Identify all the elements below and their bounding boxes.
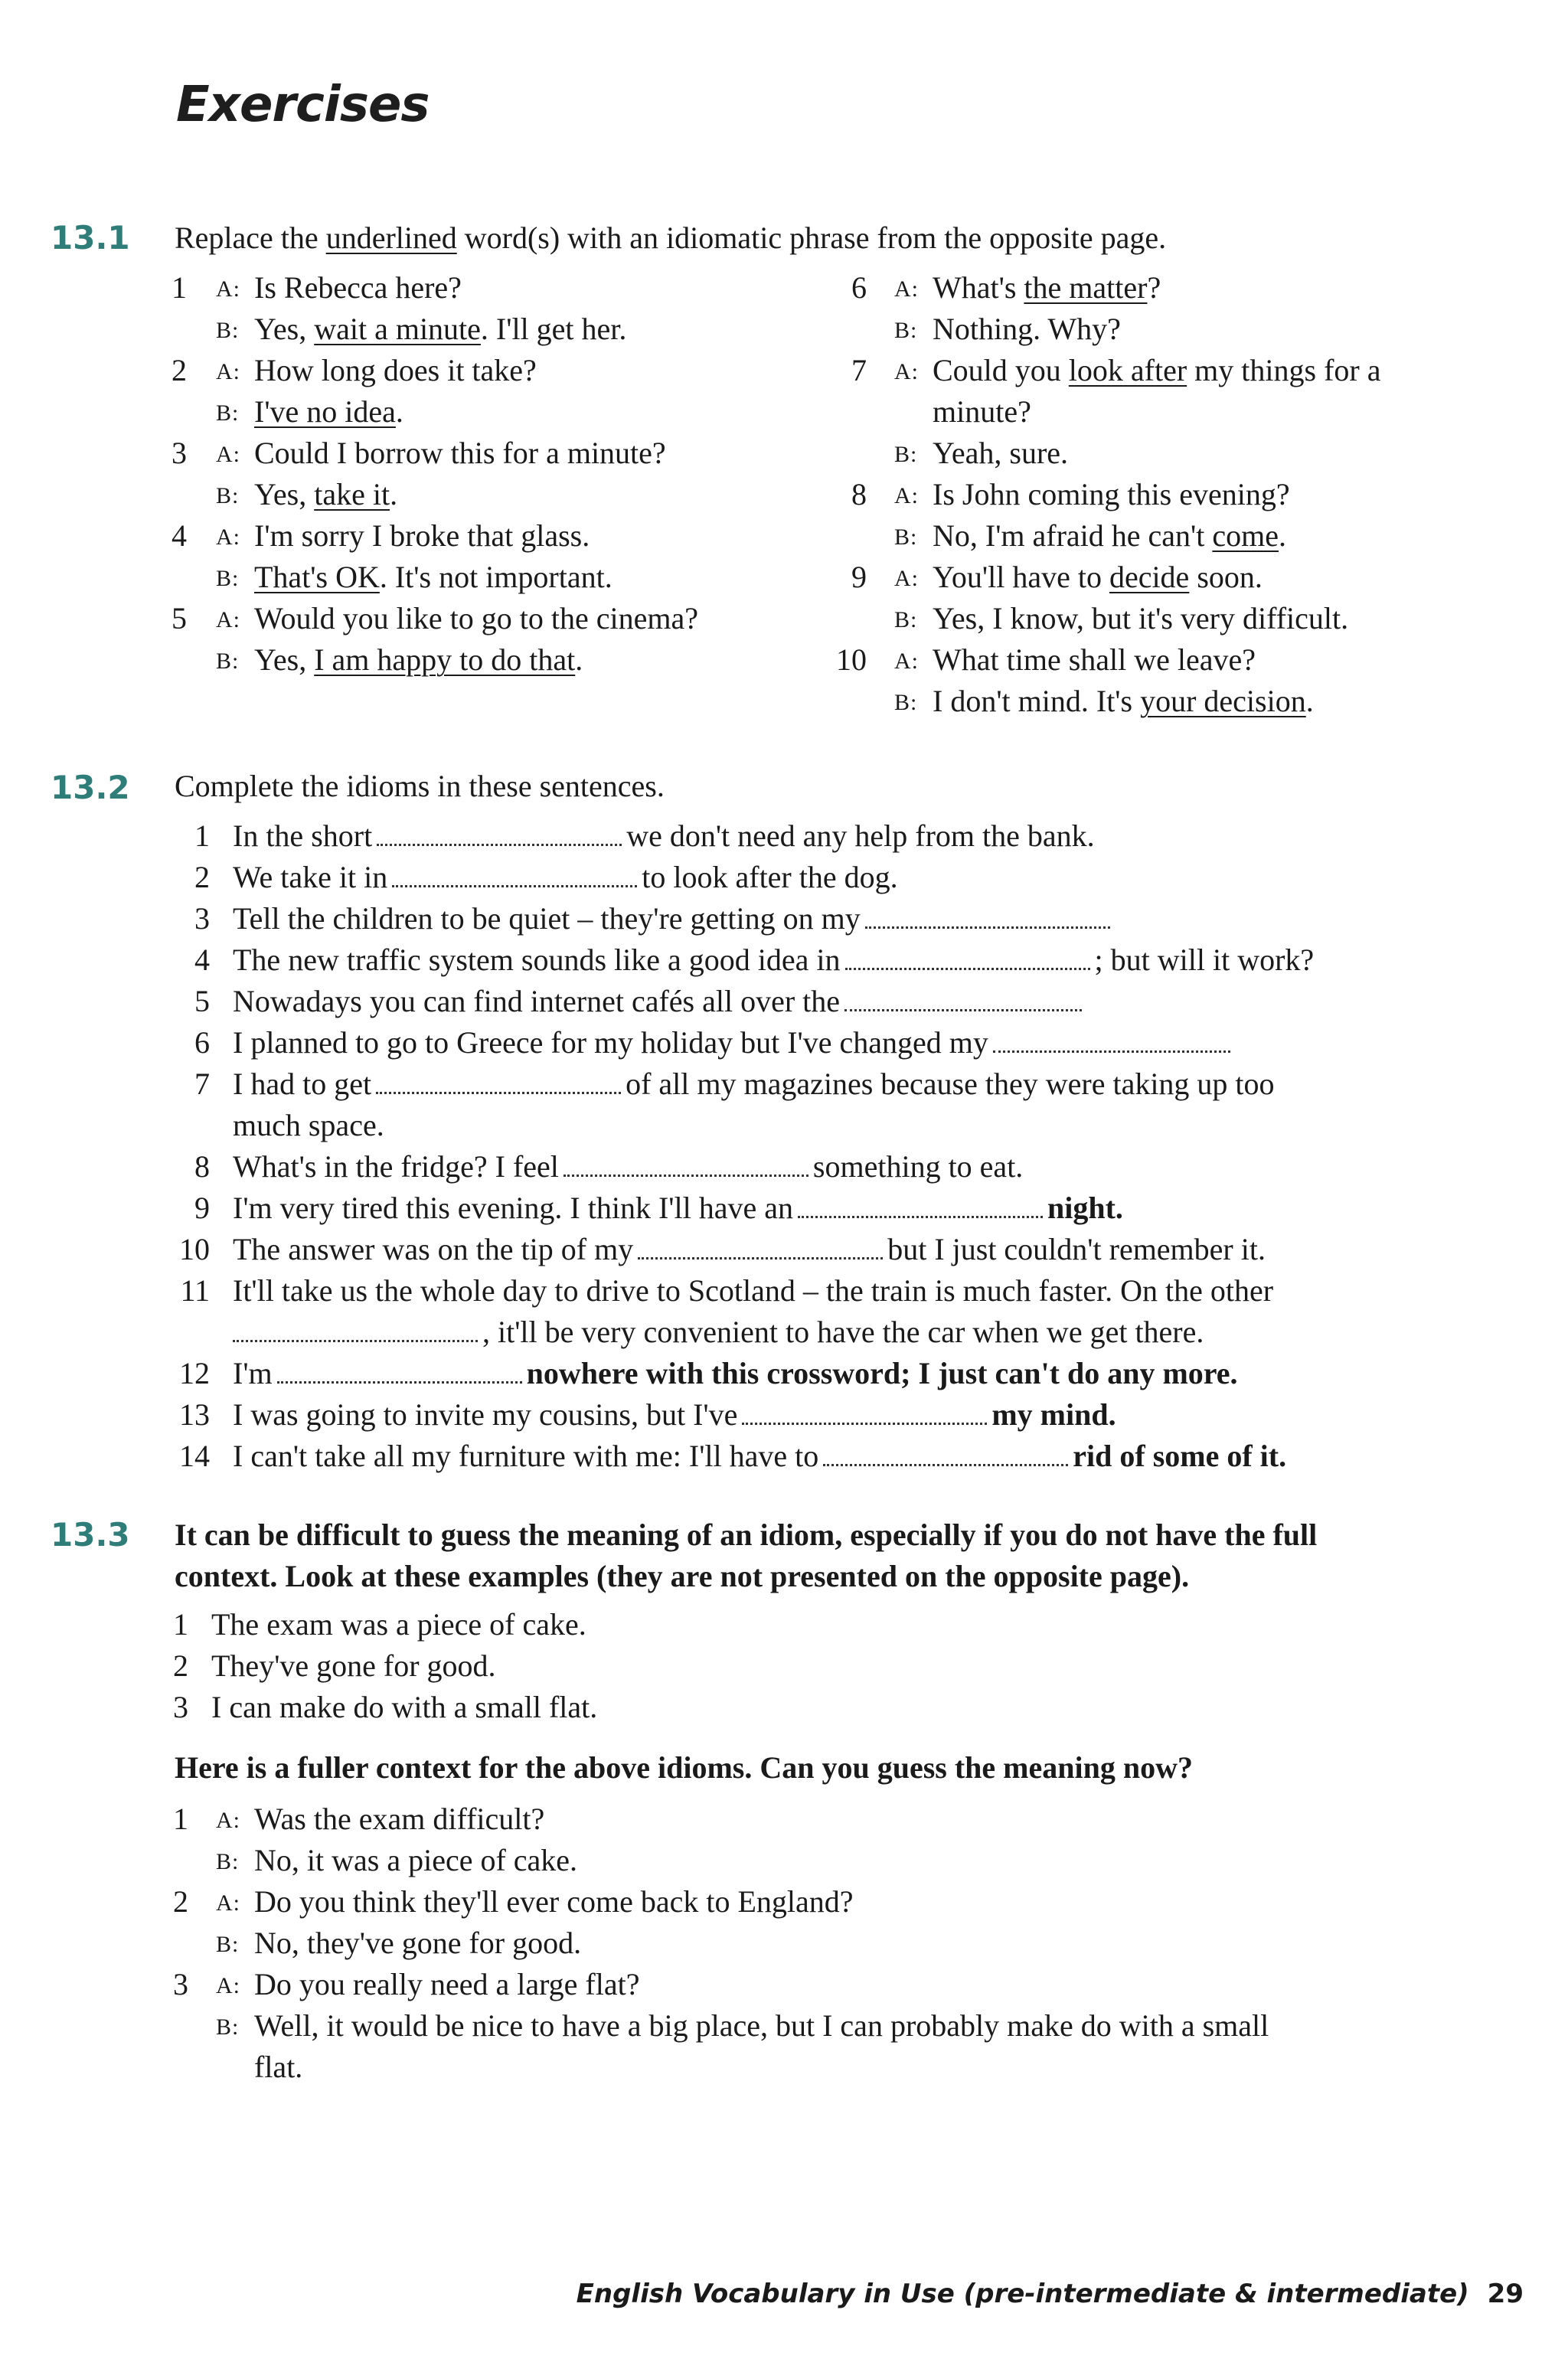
- item-number: 7: [851, 353, 867, 387]
- speaker-label: B:: [216, 318, 240, 343]
- book-title: English Vocabulary in Use (pre-intermediate & intermediate): [576, 2279, 1469, 2309]
- item-number: 6: [851, 270, 867, 305]
- sentence: The new traffic system sounds like a good idea in ; but will it work?: [233, 943, 1315, 977]
- item-number: 12: [179, 1356, 210, 1390]
- speaker-label: A:: [894, 483, 919, 508]
- speaker-label: A:: [894, 566, 919, 591]
- item-number: 11: [180, 1273, 210, 1308]
- item-number: 9: [194, 1191, 210, 1225]
- sentence-continuation: , it'll be very convenient to have the car when we get there.: [233, 1314, 1204, 1350]
- speaker-label: A:: [894, 649, 919, 674]
- dialog-line: That's OK. It's not important.: [254, 560, 612, 594]
- blank-field[interactable]: [377, 822, 622, 846]
- item-number: 10: [836, 642, 867, 677]
- speaker-label: B:: [216, 400, 240, 426]
- example-sentence: They've gone for good.: [211, 1648, 496, 1683]
- blank-field[interactable]: [823, 1442, 1068, 1466]
- dialog-line: What time shall we leave?: [933, 642, 1256, 677]
- speaker-label: B:: [894, 690, 918, 715]
- instruction: Here is a fuller context for the above idioms. Can you guess the meaning now?: [175, 1750, 1193, 1785]
- item-number: 2: [173, 1648, 188, 1683]
- dialog-line: Yes, I know, but it's very difficult.: [933, 601, 1349, 635]
- item-number: 2: [172, 353, 187, 387]
- item-number: 3: [173, 1690, 188, 1724]
- speaker-label: B:: [894, 607, 918, 632]
- dialog-line: Was the exam difficult?: [254, 1802, 545, 1836]
- dialog-line: What's the matter?: [933, 270, 1161, 305]
- speaker-label: A:: [216, 607, 240, 632]
- speaker-label: B:: [216, 566, 240, 591]
- speaker-label: B:: [216, 483, 240, 508]
- dialog-line: minute?: [933, 394, 1031, 429]
- dialog-line: flat.: [254, 2050, 303, 2084]
- page-footer: [577, 2279, 1524, 2309]
- dialog-line: No, they've gone for good.: [254, 1926, 582, 1960]
- speaker-label: A:: [216, 1973, 240, 1998]
- item-number: 1: [173, 1802, 188, 1836]
- speaker-label: B:: [894, 318, 918, 343]
- blank-field[interactable]: [993, 1029, 1230, 1053]
- item-number: 8: [851, 477, 867, 511]
- dialog-line: Yes, take it.: [254, 477, 398, 511]
- speaker-label: A:: [894, 359, 919, 384]
- speaker-label: B:: [216, 649, 240, 674]
- sentence: We take it in to look after the dog.: [233, 860, 898, 894]
- dialog-line: Well, it would be nice to have a big place, but I can probably make do with a small: [254, 2008, 1269, 2043]
- sentence: I can't take all my furniture with me: I'll have to rid of some of it.: [233, 1439, 1287, 1473]
- speaker-label: A:: [216, 359, 240, 384]
- section-number: 13.1: [51, 219, 130, 256]
- blank-field[interactable]: [233, 1318, 478, 1342]
- blank-field[interactable]: [865, 905, 1110, 929]
- sentence: I was going to invite my cousins, but I've my mind.: [233, 1397, 1116, 1432]
- sentence: The answer was on the tip of my but I just couldn't remember it.: [233, 1232, 1266, 1266]
- dialog-line: Could I borrow this for a minute?: [254, 436, 666, 470]
- speaker-label: A:: [216, 442, 240, 467]
- item-number: 8: [194, 1149, 210, 1184]
- page-number: 29: [1487, 2279, 1524, 2309]
- dialog-line: Yes, wait a minute. I'll get her.: [254, 312, 627, 346]
- section-number: 13.3: [51, 1516, 130, 1554]
- speaker-label: A:: [894, 276, 919, 302]
- item-number: 4: [172, 518, 187, 553]
- item-number: 9: [851, 560, 867, 594]
- dialog-line: Do you really need a large flat?: [254, 1967, 640, 2001]
- instruction: Replace the underlined word(s) with an idiomatic phrase from the opposite page.: [175, 221, 1167, 255]
- blank-field[interactable]: [392, 864, 637, 887]
- item-number: 10: [179, 1232, 210, 1266]
- item-number: 1: [173, 1607, 188, 1642]
- example-sentence: I can make do with a small flat.: [211, 1690, 598, 1724]
- instruction: context. Look at these examples (they are not presented on the opposite page).: [175, 1559, 1190, 1593]
- item-number: 3: [194, 901, 210, 936]
- sentence-continuation: much space.: [233, 1108, 384, 1142]
- sentence: I'm very tired this evening. I think I'll have an night.: [233, 1191, 1123, 1225]
- item-number: 3: [172, 436, 187, 470]
- item-number: 3: [173, 1967, 188, 2001]
- blank-field[interactable]: [742, 1401, 987, 1425]
- speaker-label: B:: [894, 524, 918, 550]
- blank-field[interactable]: [376, 1070, 621, 1094]
- dialog-line: How long does it take?: [254, 353, 537, 387]
- item-number: 14: [179, 1439, 210, 1473]
- sentence: I had to get of all my magazines because they were taking up too: [233, 1067, 1275, 1101]
- dialog-line: Is John coming this evening?: [933, 477, 1290, 511]
- page-title: Exercises: [176, 77, 430, 133]
- dialog-line: Yes, I am happy to do that.: [254, 642, 583, 677]
- blank-field[interactable]: [844, 988, 1082, 1011]
- speaker-label: A:: [216, 1890, 240, 1916]
- item-number: 2: [173, 1884, 188, 1919]
- item-number: 5: [172, 601, 187, 635]
- blank-field[interactable]: [798, 1194, 1043, 1218]
- dialog-line: Could you look after my things for a: [933, 353, 1381, 387]
- dialog-line: Nothing. Why?: [933, 312, 1121, 346]
- blank-field[interactable]: [845, 946, 1090, 970]
- sentence: I'm nowhere with this crossword; I just can't do any more.: [233, 1356, 1238, 1390]
- item-number: 5: [194, 984, 210, 1018]
- sentence: I planned to go to Greece for my holiday but I've changed my: [233, 1024, 1235, 1060]
- item-number: 6: [194, 1025, 210, 1060]
- sentence: Nowadays you can find internet cafés all over the: [233, 983, 1086, 1019]
- blank-field[interactable]: [638, 1236, 883, 1260]
- sentence: What's in the fridge? I feel something to eat.: [233, 1149, 1024, 1184]
- dialog-line: Would you like to go to the cinema?: [254, 601, 698, 635]
- dialog-line: I don't mind. It's your decision.: [933, 684, 1314, 718]
- item-number: 1: [194, 818, 210, 853]
- dialog-line: I've no idea.: [254, 394, 403, 429]
- speaker-label: B:: [894, 442, 918, 467]
- speaker-label: A:: [216, 276, 240, 302]
- sentence: Tell the children to be quiet – they're getting on my: [233, 900, 1115, 936]
- dialog-line: No, I'm afraid he can't come.: [933, 518, 1286, 553]
- speaker-label: A:: [216, 1808, 240, 1833]
- dialog-line: Do you think they'll ever come back to England?: [254, 1884, 854, 1919]
- dialog-line: Yeah, sure.: [933, 436, 1069, 470]
- item-number: 2: [194, 860, 210, 894]
- dialog-line: No, it was a piece of cake.: [254, 1843, 578, 1877]
- dialog-line: You'll have to decide soon.: [933, 560, 1263, 594]
- sentence: It'll take us the whole day to drive to Scotland – the train is much faster. On the other: [233, 1273, 1274, 1308]
- item-number: 13: [179, 1397, 210, 1432]
- speaker-label: B:: [216, 2014, 240, 2040]
- speaker-label: B:: [216, 1849, 240, 1874]
- sentence: In the short we don't need any help from the bank.: [233, 818, 1095, 853]
- dialog-line: Is Rebecca here?: [254, 270, 462, 305]
- speaker-label: A:: [216, 524, 240, 550]
- instruction: It can be difficult to guess the meaning of an idiom, especially if you do not have the full: [175, 1518, 1318, 1552]
- speaker-label: B:: [216, 1932, 240, 1957]
- blank-field[interactable]: [564, 1153, 808, 1177]
- item-number: 4: [194, 943, 210, 977]
- example-sentence: The exam was a piece of cake.: [211, 1607, 586, 1642]
- dialog-line: I'm sorry I broke that glass.: [254, 518, 590, 553]
- blank-field[interactable]: [277, 1360, 522, 1384]
- section-number: 13.2: [51, 769, 130, 806]
- item-number: 7: [194, 1067, 210, 1101]
- instruction: Complete the idioms in these sentences.: [175, 769, 665, 803]
- item-number: 1: [172, 270, 187, 305]
